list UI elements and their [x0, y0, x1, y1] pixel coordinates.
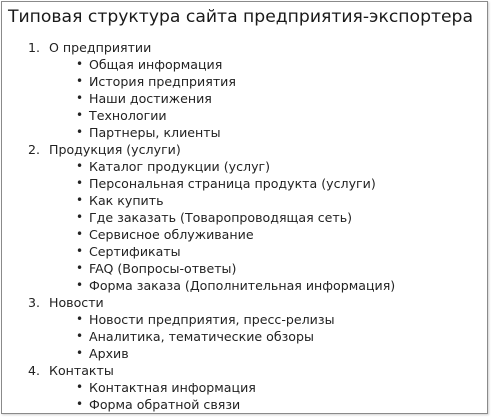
section-label: Новости [49, 295, 104, 310]
bullet-icon: • [76, 397, 84, 411]
bullet-icon: • [76, 193, 84, 207]
bullet-icon: • [76, 261, 84, 275]
list-item-label: История предприятия [89, 74, 236, 89]
bullet-icon: • [76, 312, 84, 326]
section-number: 4. [28, 363, 41, 378]
list-item-label: Архив [89, 346, 129, 361]
list-item-label: Новости предприятия, пресс-релизы [89, 312, 335, 327]
bullet-icon: • [76, 125, 84, 139]
section-number: 1. [28, 40, 41, 55]
list-item-label: Каталог продукции (услуг) [89, 159, 271, 174]
bullet-icon: • [76, 91, 84, 105]
list-item-label: Персональная страница продукта (услуги) [89, 176, 376, 191]
list-item-label: Сервисное облуживание [89, 227, 254, 242]
page-title: Типовая структура сайта предприятия-экспортера [8, 7, 474, 27]
section-label: О предприятии [49, 40, 152, 55]
bullet-icon: • [76, 346, 84, 360]
bullet-icon: • [76, 57, 84, 71]
bullet-icon: • [76, 159, 84, 173]
bullet-icon: • [76, 380, 84, 394]
bullet-icon: • [76, 176, 84, 190]
list-item-label: Технологии [89, 108, 167, 123]
list-item-label: Контактная информация [89, 380, 256, 395]
section-label: Контакты [49, 363, 114, 378]
section-number: 3. [28, 295, 41, 310]
list-item-label: Где заказать (Товаропроводящая сеть) [89, 210, 353, 225]
bullet-icon: • [76, 108, 84, 122]
list-item-label: Форма заказа (Дополнительная информация) [89, 278, 396, 293]
list-item-label: Аналитика, тематические обзоры [89, 329, 314, 344]
list-item-label: Как купить [89, 193, 164, 208]
list-item-label: Форма обратной связи [89, 397, 241, 412]
bullet-icon: • [76, 329, 84, 343]
document-frame [1, 1, 488, 414]
list-item-label: Общая информация [89, 57, 223, 72]
section-number: 2. [28, 142, 41, 157]
list-item-label: Партнеры, клиенты [89, 125, 221, 140]
section-label: Продукция (услуги) [49, 142, 181, 157]
list-item-label: Сертификаты [89, 244, 181, 259]
bullet-icon: • [76, 210, 84, 224]
list-item-label: Наши достижения [89, 91, 212, 106]
bullet-icon: • [76, 74, 84, 88]
bullet-icon: • [76, 227, 84, 241]
bullet-icon: • [76, 278, 84, 292]
list-item-label: FAQ (Вопросы-ответы) [89, 261, 237, 276]
bullet-icon: • [76, 244, 84, 258]
